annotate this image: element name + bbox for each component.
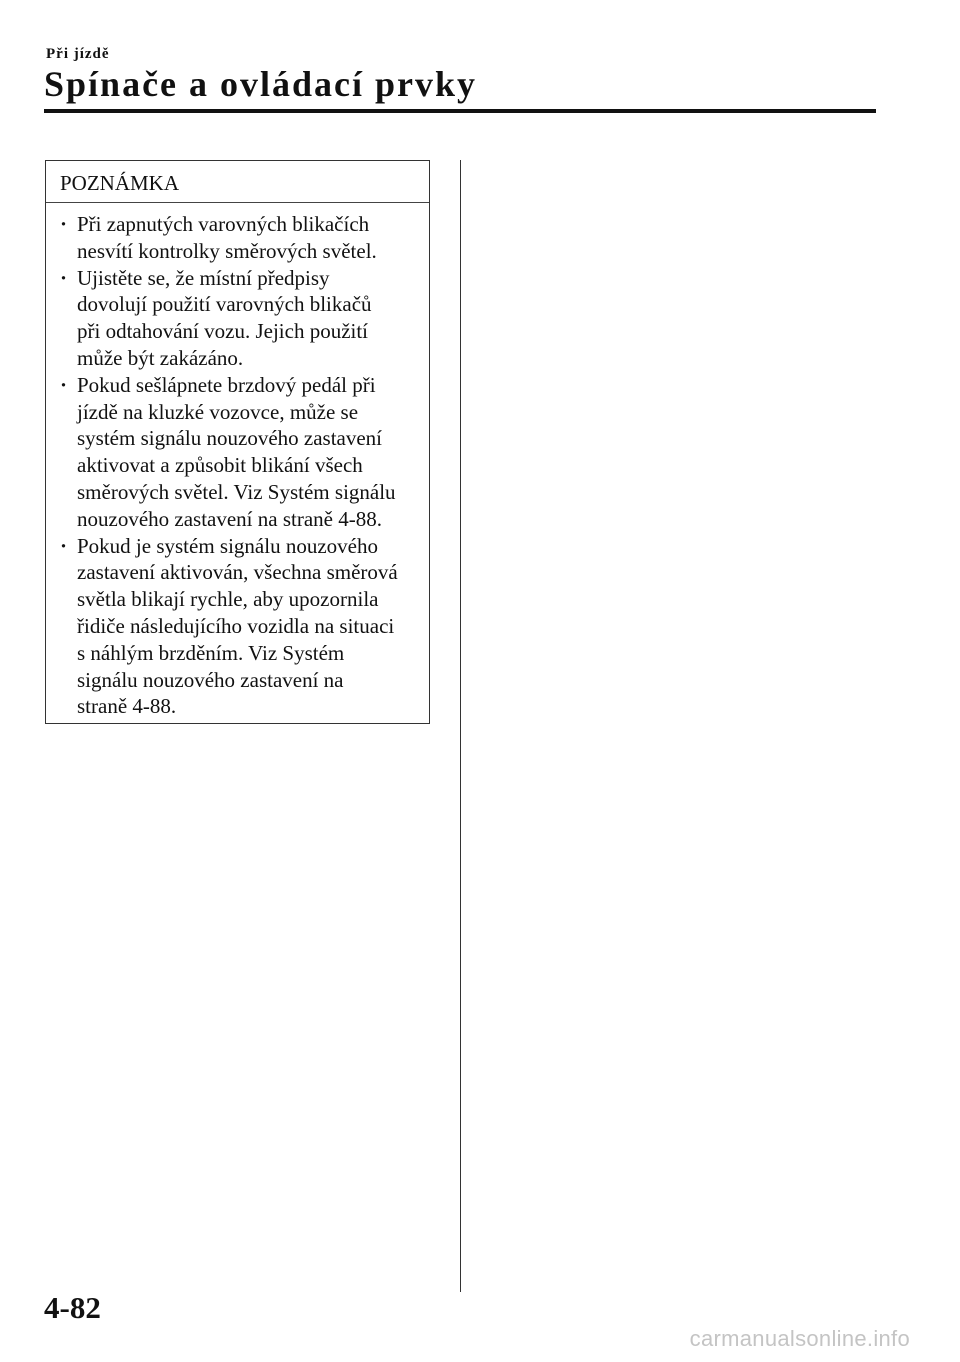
section-label: Při jízdě — [46, 46, 110, 62]
note-line: směrových světel. Viz Systém signálu — [77, 479, 396, 504]
note-line: světla blikají rychle, aby upozornila — [77, 587, 379, 612]
note-line: s náhlým brzděním. Viz Systém — [77, 640, 345, 665]
page-number: 4-82 — [44, 1290, 101, 1325]
note-heading: POZNÁMKA — [46, 161, 429, 203]
note-line: Při zapnutých varovných blikačích — [77, 212, 370, 236]
note-line: nesvítí kontrolky směrových světel. — [77, 238, 377, 263]
note-line: straně 4-88. — [77, 694, 177, 719]
note-line: dovolují použití varovných blikačů — [77, 292, 372, 317]
note-line: Ujistěte se, že místní předpisy — [77, 265, 330, 290]
note-line: systém signálu nouzového zastavení — [77, 426, 383, 451]
note-line: Pokud je systém signálu nouzového — [77, 533, 378, 558]
note-line: řidiče následujícího vozidla na situaci — [77, 613, 395, 638]
note-item — [46, 533, 429, 721]
note-line: může být zakázáno. — [77, 345, 244, 370]
note-list — [46, 203, 429, 720]
note-item — [46, 211, 429, 265]
note-line: nouzového zastavení na straně 4-88. — [77, 506, 382, 531]
note-line: jízdě na kluzké vozovce, může se — [77, 399, 359, 424]
page-title: Spínače a ovládací prvky — [44, 64, 478, 104]
title-rule — [44, 109, 876, 113]
note-line: Pokud sešlápnete brzdový pedál při — [77, 372, 376, 397]
note-line: při odtahování vozu. Jejich použití — [77, 319, 369, 344]
watermark: carmanualsonline.info — [689, 1326, 910, 1351]
column-divider — [460, 160, 461, 1292]
note-line: aktivovat a způsobit blikání všech — [77, 453, 363, 478]
note-line: signálu nouzového zastavení na — [77, 667, 344, 692]
note-line: zastavení aktivován, všechna směrová — [77, 560, 398, 585]
note-item — [46, 265, 429, 372]
note-box — [45, 160, 430, 724]
note-item — [46, 372, 429, 533]
